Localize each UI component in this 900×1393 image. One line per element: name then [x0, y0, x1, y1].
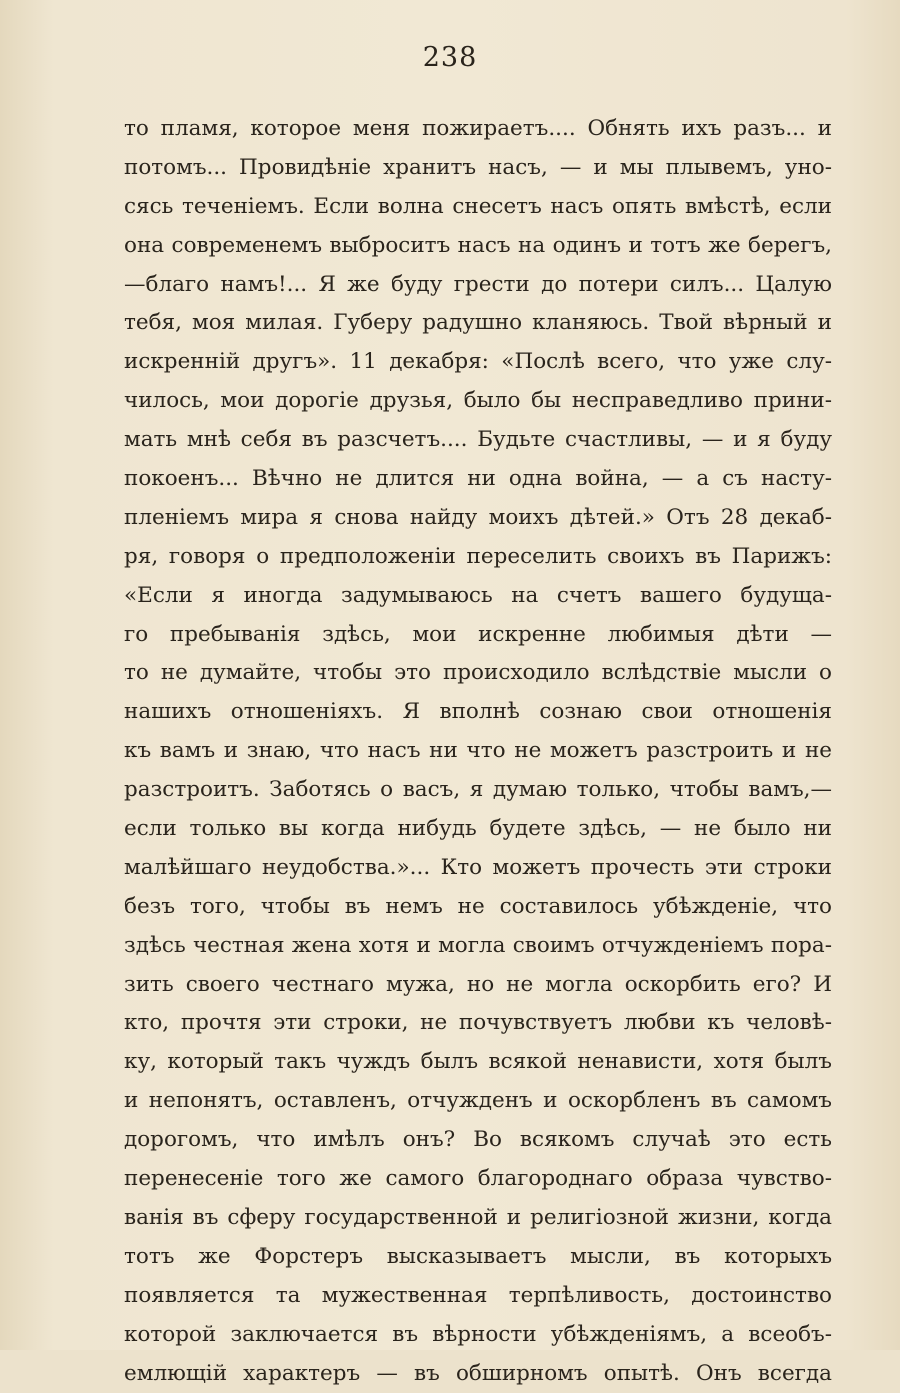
- page-number: 238: [0, 42, 900, 73]
- text-line: и непонятъ, оставленъ, отчужденъ и оскорбленъ въ самомъ: [124, 1082, 832, 1121]
- text-line: малѣйшаго неудобства.»... Кто можетъ прочесть эти строки: [124, 849, 832, 888]
- text-line: ку, который такъ чуждъ былъ всякой ненависти, хотя былъ: [124, 1043, 832, 1082]
- text-line: она современемъ выброситъ насъ на одинъ и тотъ же берегъ,: [124, 227, 832, 266]
- text-line: дорогомъ, что имѣлъ онъ? Во всякомъ случаѣ это есть: [124, 1121, 832, 1160]
- text-line: емлющій характеръ — въ обширномъ опытѣ. Онъ всегда: [124, 1355, 832, 1393]
- text-line: перенесеніе того же самого благороднаго образа чувство-: [124, 1160, 832, 1199]
- text-line: то не думайте, чтобы это происходило вслѣдствіе мысли о: [124, 654, 832, 693]
- body-text: [124, 110, 832, 1393]
- text-line: здѣсь честная жена хотя и могла своимъ отчужденіемъ пора-: [124, 927, 832, 966]
- text-line: ванія въ сферу государственной и религіозной жизни, когда: [124, 1199, 832, 1238]
- text-line: къ вамъ и знаю, что насъ ни что не можетъ разстроить и не: [124, 732, 832, 771]
- text-line: ря, говоря о предположеніи переселить своихъ въ Парижъ:: [124, 538, 832, 577]
- text-line: «Если я иногда задумываюсь на счетъ вашего будуща-: [124, 577, 832, 616]
- text-line: сясь теченіемъ. Если волна снесетъ насъ опять вмѣстѣ, если: [124, 188, 832, 227]
- text-line: которой заключается въ вѣрности убѣжденіямъ, а всеобъ-: [124, 1316, 832, 1355]
- text-line: появляется та мужественная терпѣливость, достоинство: [124, 1277, 832, 1316]
- text-line: потомъ... Провидѣніе хранитъ насъ, — и мы плывемъ, уно-: [124, 149, 832, 188]
- text-line: кто, прочтя эти строки, не почувствуетъ любви къ человѣ-: [124, 1004, 832, 1043]
- text-line: пленіемъ мира я снова найду моихъ дѣтей.» Отъ 28 декаб-: [124, 499, 832, 538]
- text-line: покоенъ... Вѣчно не длится ни одна война, — а съ насту-: [124, 460, 832, 499]
- text-line: то пламя, которое меня пожираетъ.... Обнять ихъ разъ... и: [124, 110, 832, 149]
- text-line: чилось, мои дорогіе друзья, было бы несправедливо прини-: [124, 382, 832, 421]
- text-line: искренній другъ». 11 декабря: «Послѣ всего, что уже слу-: [124, 343, 832, 382]
- text-line: если только вы когда нибудь будете здѣсь, — не было ни: [124, 810, 832, 849]
- text-line: —благо намъ!... Я же буду грести до потери силъ... Цалую: [124, 266, 832, 305]
- text-line: нашихъ отношеніяхъ. Я вполнѣ сознаю свои отношенія: [124, 693, 832, 732]
- text-line: тебя, моя милая. Губеру радушно кланяюсь. Твой вѣрный и: [124, 304, 832, 343]
- text-line: мать мнѣ себя въ разсчетъ.... Будьте счастливы, — и я буду: [124, 421, 832, 460]
- text-line: го пребыванія здѣсь, мои искренне любимыя дѣти —: [124, 616, 832, 655]
- text-line: разстроитъ. Заботясь о васъ, я думаю только, чтобы вамъ,—: [124, 771, 832, 810]
- text-line: безъ того, чтобы въ немъ не составилось убѣжденіе, что: [124, 888, 832, 927]
- text-line: зить своего честнаго мужа, но не могла оскорбить его? И: [124, 966, 832, 1005]
- text-line: тотъ же Форстеръ высказываетъ мысли, въ которыхъ: [124, 1238, 832, 1277]
